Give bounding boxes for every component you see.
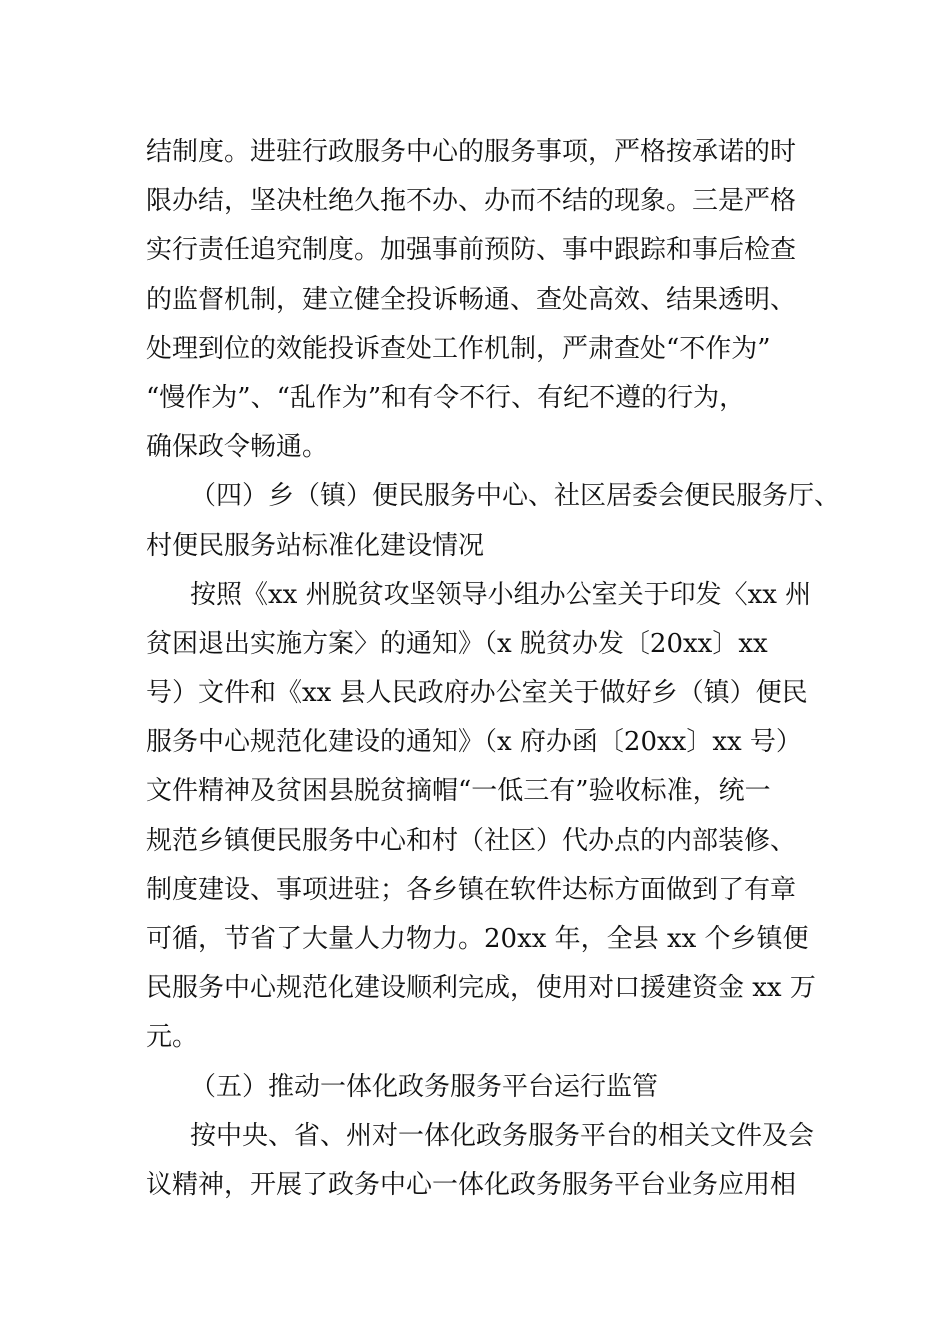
paragraph-start: 按中央、省、州对一体化政务服务平台的相关文件及会 (190, 1120, 815, 1151)
section-heading-4-cont: 村便民服务站标准化建设情况 (146, 530, 485, 561)
text-line: 议精神，开展了政务中心一体化政务服务平台业务应用相 (146, 1169, 797, 1200)
text-line: 制度建设、事项进驻；各乡镇在软件达标方面做到了有章 (146, 874, 797, 905)
text-line: 的监督机制，建立健全投诉畅通、查处高效、结果透明、 (146, 284, 797, 315)
text-line: 文件精神及贫困县脱贫摘帽“一低三有”验收标准，统一 (146, 776, 771, 807)
text-line: 确保政令畅通。 (146, 432, 329, 463)
body-text (146, 128, 841, 1210)
section-heading-5: （五）推动一体化政务服务平台运行监管 (190, 1071, 659, 1102)
text-line: 号）文件和《xx 县人民政府办公室关于做好乡（镇）便民 (146, 678, 808, 709)
text-line: 实行责任追究制度。加强事前预防、事中跟踪和事后检查 (146, 235, 797, 266)
text-line: 服务中心规范化建设的通知》（x 府办函〔20xx〕xx 号） (146, 727, 802, 758)
text-line: 贫困退出实施方案〉的通知》（x 脱贫办发〔20xx〕xx (146, 628, 768, 659)
text-line: 规范乡镇便民服务中心和村（社区）代办点的内部装修、 (146, 825, 797, 856)
paragraph-start: 按照《xx 州脱贫攻坚领导小组办公室关于印发〈xx 州 (190, 579, 812, 610)
text-line: 结制度。进驻行政服务中心的服务事项，严格按承诺的时 (146, 137, 797, 167)
text-line: 民服务中心规范化建设顺利完成，使用对口援建资金 xx 万 (146, 973, 816, 1004)
text-line: 元。 (146, 1022, 199, 1053)
text-line: 处理到位的效能投诉查处工作机制，严肃查处“不作为” (146, 333, 771, 364)
section-heading-4: （四）乡（镇）便民服务中心、社区居委会便民服务厅、 (190, 481, 841, 512)
text-line: 限办结，坚决杜绝久拖不办、办而不结的现象。三是严格 (146, 186, 797, 217)
text-line: 可循，节省了大量人力物力。20xx 年，全县 xx 个乡镇便 (146, 924, 809, 954)
text-line: “慢作为”、“乱作为”和有令不行、有纪不遵的行为， (146, 382, 746, 413)
